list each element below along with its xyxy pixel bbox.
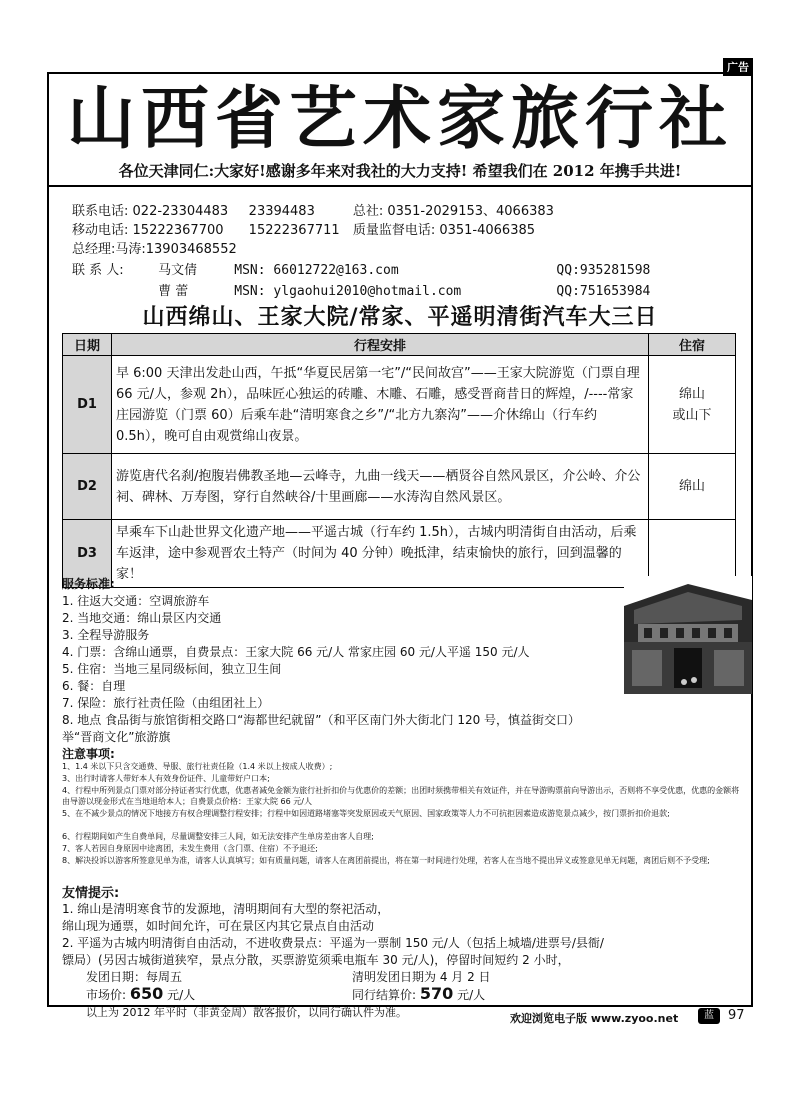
plan-cell: 早乘车下山赴世界文化遗产地——平遥古城（行车约 1.5h），古城内明清街自由活动，后乘车返津，途中参观晋农土特产（时间为 40 分钟）晚抵津，结束愉快的旅行，回到温馨的家！ [112, 520, 649, 588]
mobile-2: 15222367711 [248, 223, 340, 238]
route-title: 山西绵山、王家大院/常家、平遥明清街汽车大三日 [142, 305, 658, 330]
mobile-1: 15222367700 [132, 223, 224, 238]
header-plan: 行程安排 [112, 334, 649, 356]
stay-cell: 绵山 [649, 454, 736, 520]
contact-row-1 [72, 200, 554, 219]
stay-cell: 绵山 或山下 [649, 356, 736, 454]
peer-price: 570 [419, 984, 454, 1003]
service-item: 8. 地点 食品街与旅馆街相交路口“海都世纪就留”（和平区南门外大街北门 120 号，慎益街交口） [62, 713, 581, 727]
divider [47, 185, 753, 187]
phone-1: 022-23304483 [132, 204, 229, 219]
service-item: 5. 住宿：当地三星同级标间，独立卫生间 [62, 662, 282, 676]
phone-label: 联系电话: [72, 204, 129, 219]
person-1: 马文倩 [158, 263, 198, 278]
day-cell: D2 [63, 454, 112, 520]
table-header [63, 334, 736, 356]
table-row [63, 356, 736, 454]
depart-date: 发团日期：每周五 [86, 970, 183, 984]
service-item: 4. 门票：含绵山通票，自费景点：王家大院 66 元/人 常家庄园 60 元/人平遥 150 元/人 [62, 645, 530, 659]
note-item: 8、解决投诉以游客所签意见单为准，请客人认真填写；如有质量问题，请客人在离团前提出，将在第一时间进行处理，若客人在当地不提出异义或签意见单无问题，离团后则不予受理; [62, 856, 710, 865]
tip-line: 镖局）(另因古城街道狭窄，景点分散，买票游览须乘电瓶车 30 元/人)，停留时间短约 2 小时， [62, 953, 570, 967]
mobile-label: 移动电话: [72, 223, 129, 238]
peer-price-row [352, 984, 485, 1003]
peer-unit: 元/人 [457, 988, 486, 1002]
tip-line: 1. 绵山是清明寒食节的发源地，清明期间有大型的祭祀活动， [62, 902, 390, 916]
day-cell: D3 [63, 520, 112, 588]
person-2: 曹 蕾 [158, 284, 189, 299]
contact-row-person-2 [72, 280, 650, 299]
plan-cell: 游览唐代名刹/抱腹岩佛教圣地—云峰寺，九曲一线天——栖贤谷自然风景区，介公岭、介公祠、碑林、万寿图，穿行自然峡谷/十里画廊——水涛沟自然风景区。 [112, 454, 649, 520]
contact-label: 联 系 人: [72, 263, 124, 278]
note-item: 1、1.4 米以下只含交通费、导服、旅行社责任险（1.4 米以上按成人收费）; [62, 762, 333, 771]
notes-heading: 注意事项: [62, 747, 115, 761]
agency-title: 山西省艺术家旅行社 [66, 80, 733, 159]
qingming-date: 清明发团日期为 4 月 2 日 [352, 970, 491, 984]
tip-line: 2. 平遥为古城内明清街自由活动，不进收费景点：平遥为一票制 150 元/人（包括上城墙/进票号/县衙/ [62, 936, 604, 950]
footer-url[interactable]: 欢迎浏览电子版 www.zyoo.net [510, 1012, 679, 1025]
old-town-photo [624, 576, 752, 694]
page-number: 97 [728, 1008, 745, 1023]
footer-badge: 蓝 [698, 1008, 720, 1024]
service-item: 3. 全程导游服务 [62, 628, 150, 642]
header-stay: 住宿 [649, 334, 736, 356]
qa-label: 质量监督电话: [352, 223, 436, 238]
market-unit: 元/人 [167, 988, 196, 1002]
service-item: 2. 当地交通：绵山景区内交通 [62, 611, 222, 625]
itinerary-table [62, 333, 736, 588]
contact-row-person-1 [72, 259, 650, 278]
note-item: 4、行程中所列景点门票对部分持证者实行优惠，优惠者减免金额为旅行社折扣价与优惠价的差额；出团时须携带相关有效证件，并在导游购票前向导游出示，否则将不享受优惠，优惠的金额将由导游以现金形式在当地退给本人；自费景点价格：王家大院 66 元/人 [62, 786, 740, 806]
service-item: 1. 往返大交通：空调旅游车 [62, 594, 210, 608]
note-item: 7、客人若因自身原因中途离团，未发生费用（含门票、住宿）不予退还; [62, 844, 318, 853]
msn-1: MSN: 66012722@163.com [234, 263, 399, 278]
qa-phone: 0351-4066385 [439, 223, 536, 238]
market-price: 650 [129, 984, 164, 1003]
general-manager: 总经理:马涛:13903468552 [72, 242, 237, 257]
hq-label: 总社: [352, 204, 384, 219]
note-item: 5、在不减少景点的情况下地接方有权合理调整行程安排；行程中如因道路堵塞等突发原因或天气原因、国家政策等人力不可抗拒因素造成游览景点减少，按门票折扣价退款; [62, 809, 670, 818]
qq-2: QQ:751653984 [556, 284, 651, 299]
contact-row-2 [72, 219, 535, 238]
service-heading: 服务标准: [62, 577, 115, 591]
service-item: 6. 餐：自理 [62, 679, 126, 693]
tip-line: 绵山现为通票，如时间允许，可在景区内其它景点自由活动 [62, 919, 375, 933]
greeting: 各位天津同仁:大家好!感谢多年来对我社的大力支持! 希望我们在 2012 年携手共进! [118, 162, 682, 180]
tips-heading: 友情提示: [62, 886, 120, 901]
price-footnote: 以上为 2012 年平时（非黄金周）散客报价，以同行确认件为准。 [86, 1006, 407, 1019]
table-row [63, 454, 736, 520]
ad-tag: 广告 [723, 58, 753, 76]
header-date: 日期 [63, 334, 112, 356]
note-item: 6、行程期间如产生自费单间，尽量调整安排三人间，如无法安排产生单房差由客人自理; [62, 832, 374, 841]
plan-cell: 早 6:00 天津出发赴山西，午抵“华夏民居第一宅”/“民间故宫”——王家大院游览（门票自理 66 元/人，参观 2h），品味匠心独运的砖雕、木雕、石雕，感受晋商昔日的辉煌，/----常家庄园游览（门票 60）后乘车赴“清明寒食之乡”/“北方九寨沟”——介休绵山（行车约 0.5h），晚可自由观赏绵山夜景。 [112, 356, 649, 454]
phone-2: 23394483 [248, 204, 315, 219]
service-item: 7. 保险：旅行社责任险（由组团社上） [62, 696, 270, 710]
msn-2: MSN: ylgaohui2010@hotmail.com [234, 284, 462, 299]
service-item: 举“晋商文化”旅游旗 [62, 730, 171, 744]
note-item: 3、出行时请客人带好本人有效身份证件、儿童带好户口本; [62, 774, 270, 783]
qq-1: QQ:935281598 [556, 263, 651, 278]
day-cell: D1 [63, 356, 112, 454]
market-price-row [86, 984, 195, 1003]
peer-label: 同行结算价: [352, 988, 417, 1002]
hq-phone: 0351-2029153、4066383 [387, 204, 554, 219]
market-label: 市场价: [86, 988, 127, 1002]
